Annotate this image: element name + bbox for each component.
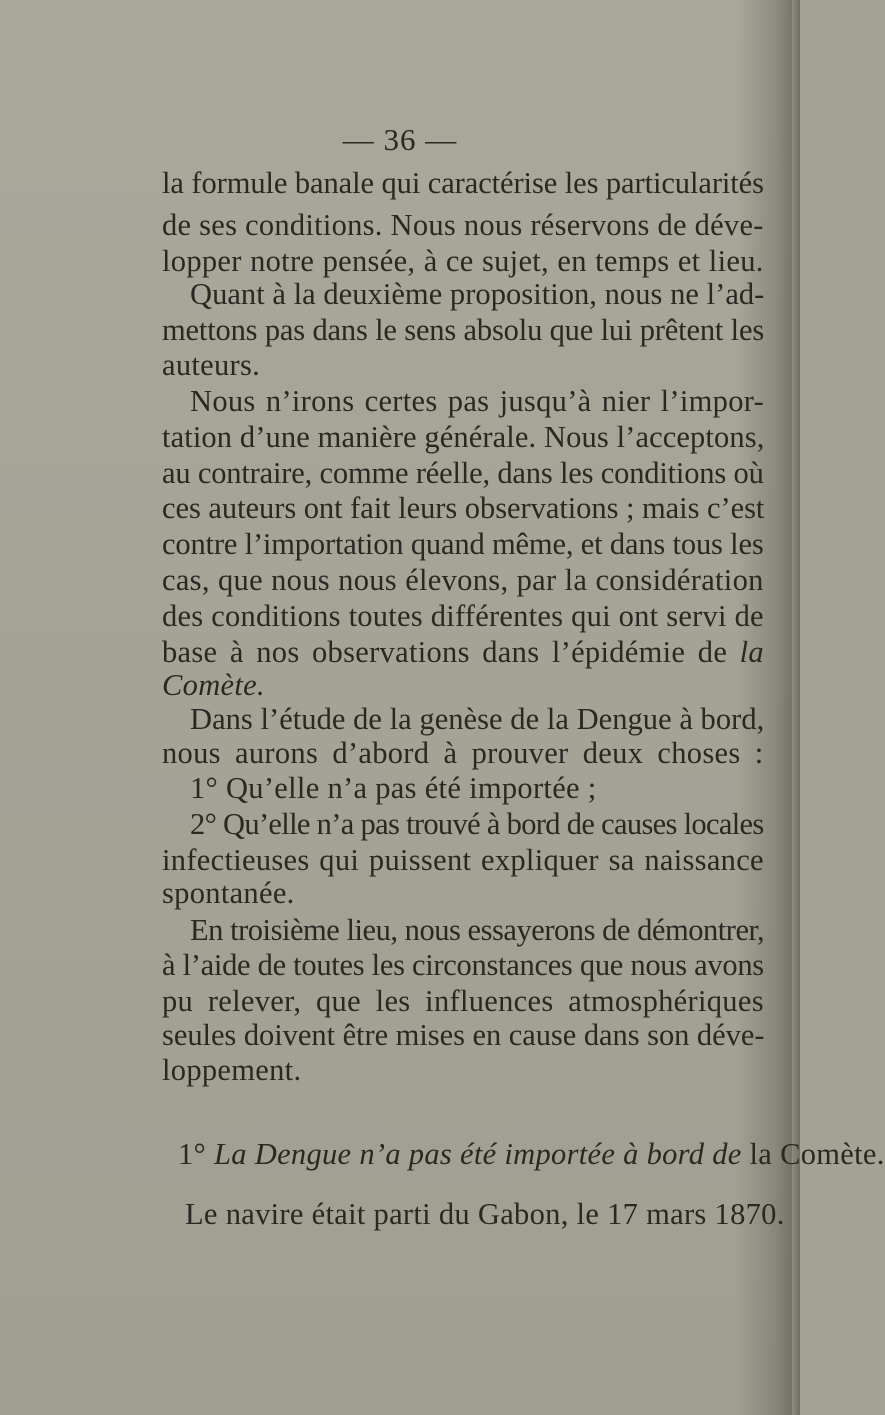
text-line: pu relever, que les influences atmosphériques: [162, 984, 764, 1018]
section-heading: [178, 1136, 885, 1172]
text-line: cas, que nous nous élevons, par la considération: [162, 563, 764, 597]
text-line: de ses conditions. Nous nous réservons de déve-: [162, 208, 764, 242]
text-line: spontanée.: [162, 876, 295, 910]
text-line: tation d’une manière générale. Nous l’acceptons,: [162, 420, 765, 454]
text-line: au contraire, comme réelle, dans les conditions où: [162, 456, 764, 490]
text-line: Nous n’irons certes pas jusqu’à nier l’impor-: [190, 384, 765, 418]
text-line: nous aurons d’abord à prouver deux choses :: [162, 736, 764, 770]
text-line: ces auteurs ont fait leurs observations ; mais c’est: [162, 491, 765, 525]
text-line: contre l’importation quand même, et dans tous les: [162, 527, 764, 561]
text-line: lopper notre pensée, à ce sujet, en temps et lieu.: [162, 244, 764, 278]
heading-italic-text: La Dengue n’a pas été importée à bord de: [214, 1137, 742, 1171]
text-segment: base à nos observations dans l’épidémie de: [162, 635, 728, 669]
text-line: Dans l’étude de la genèse de la Dengue à bord,: [190, 702, 765, 736]
page-gutter-shadow: [792, 0, 800, 1415]
text-line: Le navire était parti du Gabon, le 17 mars 1870.: [185, 1197, 785, 1231]
text-line: infectieuses qui puissent expliquer sa naissance: [162, 843, 764, 877]
italic-word: la: [739, 635, 764, 669]
text-line: à l’aide de toutes les circonstances que nous avons: [162, 948, 764, 982]
list-item: 2° Qu’elle n’a pas trouvé à bord de causes locales: [190, 807, 764, 841]
heading-number: 1°: [178, 1137, 207, 1171]
text-line: mettons pas dans le sens absolu que lui prêtent les: [162, 313, 765, 347]
text-line: Quant à la deuxième proposition, nous ne l’ad-: [190, 277, 765, 311]
text-line: En troisième lieu, nous essayerons de démontrer,: [190, 913, 765, 947]
text-line: seules doivent être mises en cause dans son déve-: [162, 1018, 765, 1052]
list-item: 1° Qu’elle n’a pas été importée ;: [190, 771, 597, 805]
text-line: [162, 634, 764, 670]
text-line-italic: Comète.: [162, 668, 265, 702]
text-line: des conditions toutes différentes qui ont servi de: [162, 599, 764, 633]
text-line: la formule banale qui caractérise les particularités: [162, 166, 764, 200]
text-line: loppement.: [162, 1053, 302, 1087]
heading-roman-text: la Comète.: [749, 1137, 885, 1171]
page-number: — 36 —: [342, 122, 458, 157]
text-line: auteurs.: [162, 348, 261, 382]
